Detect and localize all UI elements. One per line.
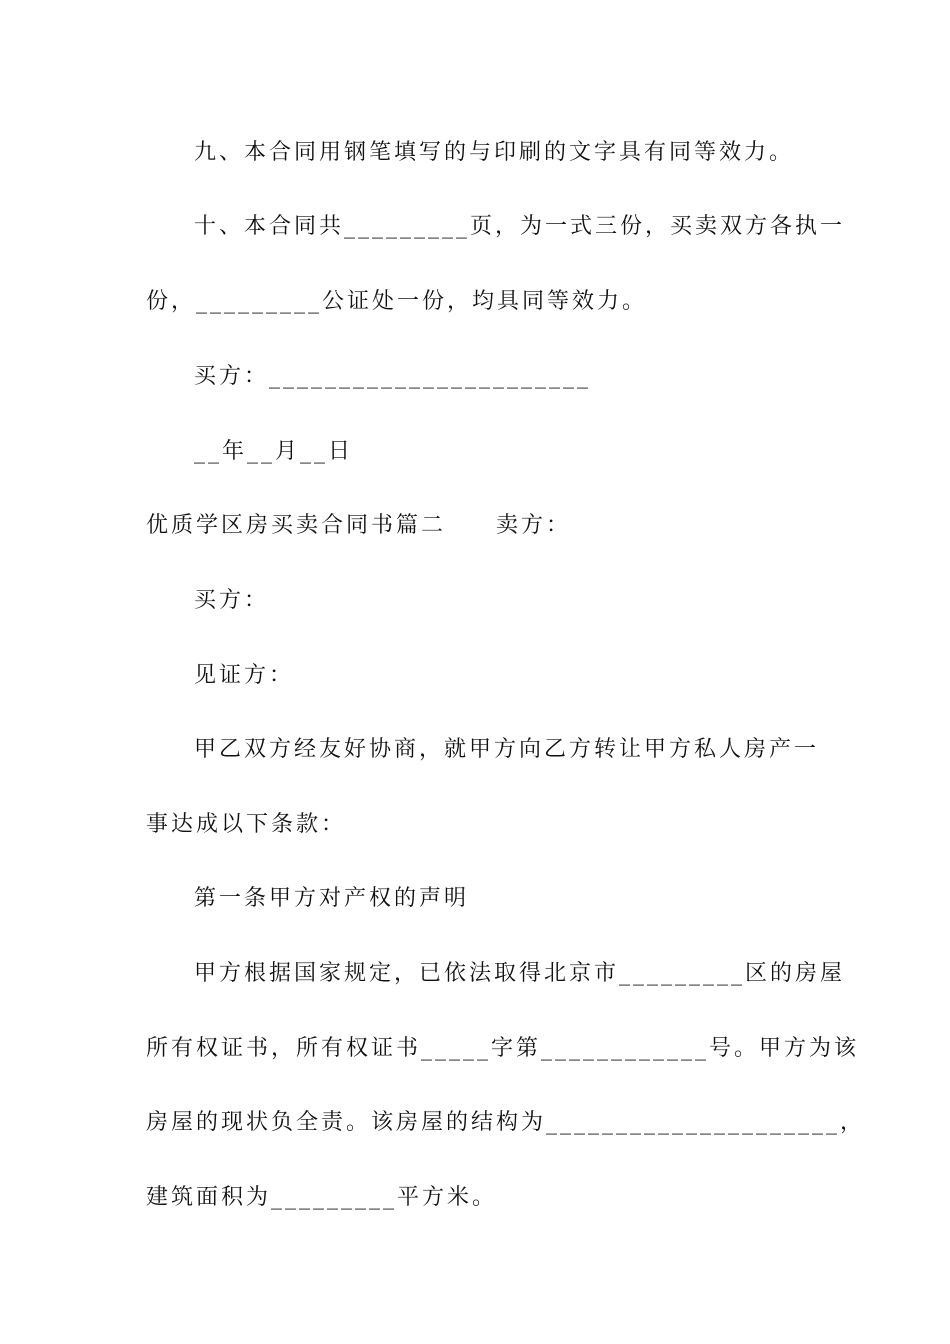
- intro-line2: 事达成以下条款：: [146, 812, 347, 837]
- intro-line1: 甲乙双方经友好协商，就甲方向乙方转让甲方私人房产一: [194, 737, 820, 762]
- article-one-line2: 所有权证书，所有权证书_____字第____________号。甲方为该: [146, 1036, 860, 1061]
- witness-label: 见证方：: [194, 663, 295, 688]
- date-line: __年__月__日: [194, 439, 354, 464]
- article-one-line3: 房屋的现状负全责。该房屋的结构为_____________________，: [146, 1110, 866, 1135]
- section-heading: 优质学区房买卖合同书篇二 卖方：: [146, 513, 572, 538]
- clause-ten-line1: 十、本合同共_________页，为一式三份，买卖双方各执一: [194, 214, 846, 239]
- buyer-signature-line: 买方：_______________________: [194, 364, 592, 389]
- article-one-line1: 甲方根据国家规定，已依法取得北京市_________区的房屋: [194, 961, 846, 986]
- article-one-title: 第一条甲方对产权的声明: [194, 886, 470, 911]
- article-one-line4: 建筑面积为_________平方米。: [146, 1185, 498, 1210]
- buyer-label: 买方：: [194, 588, 270, 613]
- clause-nine: 九、本合同用钢笔填写的与印刷的文字具有同等效力。: [194, 140, 795, 165]
- clause-ten-line2: 份，_________公证处一份，均具同等效力。: [146, 289, 648, 314]
